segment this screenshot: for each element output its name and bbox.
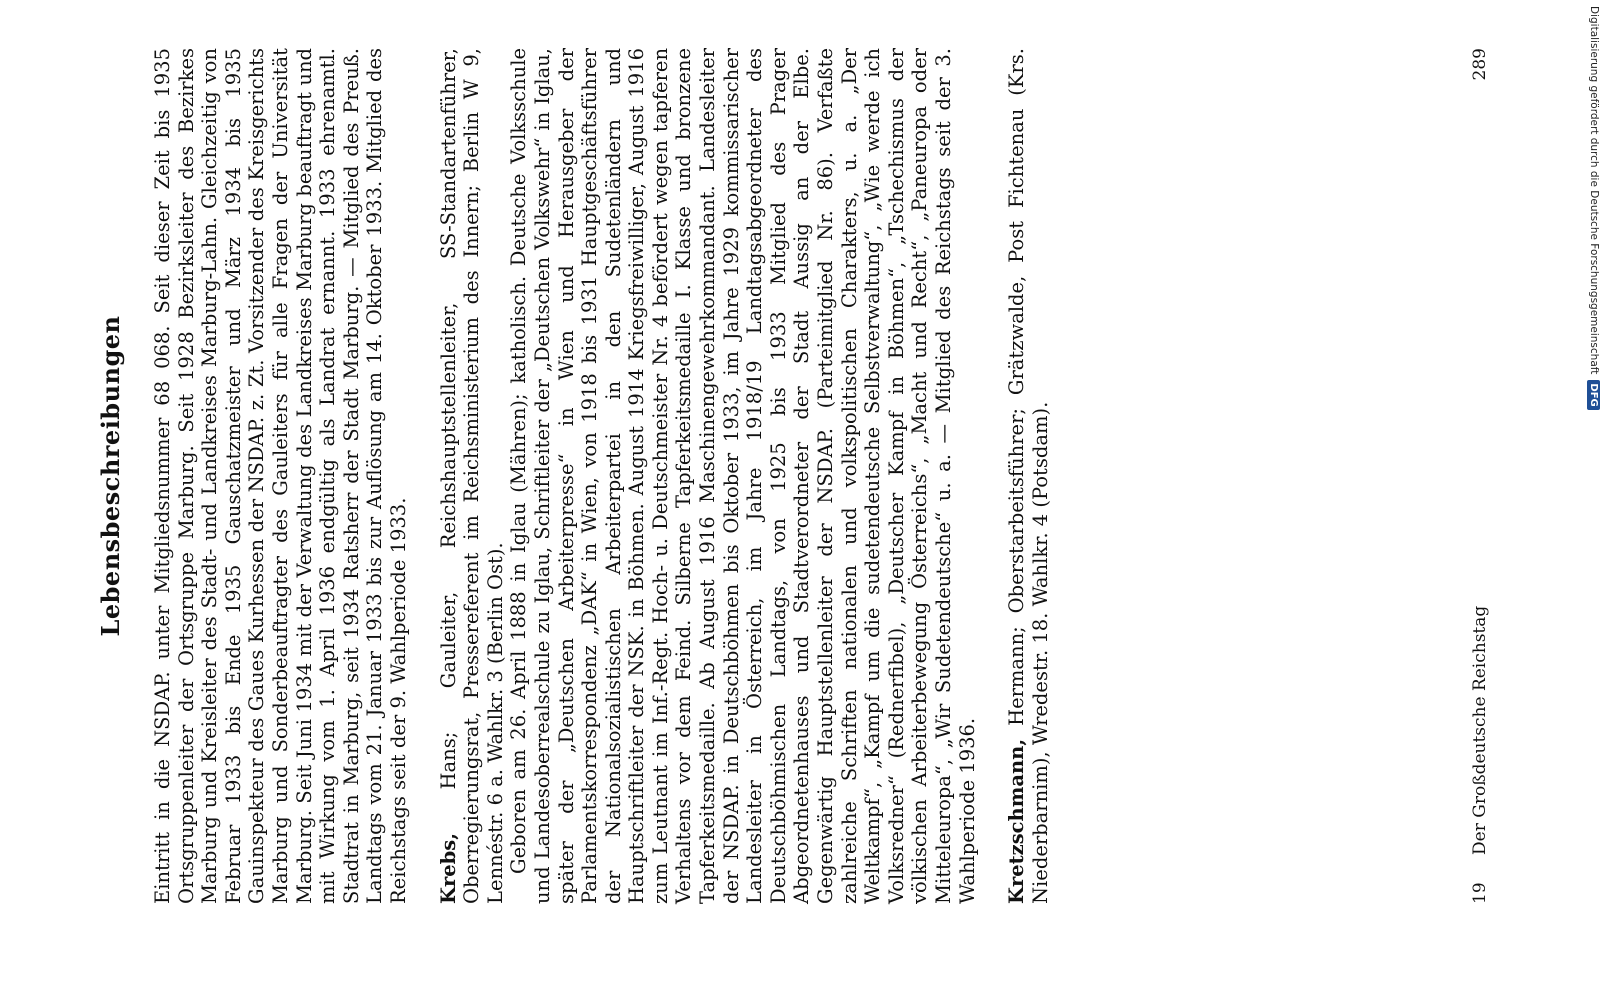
page-footer [1470,48,1490,904]
page-number: 289 [1470,48,1490,81]
signature-number: 19 [1470,882,1490,904]
entry-paragraph: Eintritt in die NSDAP. unter Mitgliedsnummer 68 068. Seit dieser Zeit bis 1935 Ortsgruppenleiter der Ortsgruppe Marburg. Seit 1928 Bezirksleiter des Bezirkes Marburg und Kreisleiter des Stadt- und Landkreises Marburg-Lahn. Gleichzeitig von Februar 1933 bis Ende 1935 Gauschatzmeister und März 1934 bis 1935 Gauinspekteur des Gaues Kurhessen der NSDAP. z. Zt. Vorsitzender des Kreisgerichts Marburg und Sonderbeauftragter des Gauleiters für alle Fragen der Universität Marburg. Seit Juni 1934 mit der Verwaltung des Landkreises Marburg beauftragt und mit Wirkung vom 1. April 1936 endgültig als Landrat ernannt. 1933 ehrenamtl. Stadtrat in Marburg, seit 1934 Ratsherr der Stadt Marburg. — Mitglied des Preuß. Landtags vom 21. Januar 1933 bis zur Auflösung am 14. Oktober 1933. Mitglied des Reichstags seit der 9. Wahlperiode 1933. [151,48,410,904]
footer-signature [1470,606,1490,904]
entry-kretzschmann [1005,48,1052,904]
entry-paragraph: Geboren am 26. April 1888 in Iglau (Mähren); katholisch. Deutsche Volksschule und Landesoberrealschule zu Iglau, Schriftleiter der „Deutschen Volkswehr“ in Iglau, später der „Deutschen Arbeiterpresse“ in Wien und Herausgeber der Parlamentskorrespondenz „DAK“ in Wien, von 1918 bis 1931 Hauptgeschäftsführer der Nationalsozialistischen Arbeiterpartei in den Sudetenländern und Hauptschriftleiter der NSK. in Böhmen. August 1914 Kriegsfreiwilliger, August 1916 zum Leutnant im Inf.-Regt. Hoch- u. Deutschmeister Nr. 4 befördert wegen tapferen Verhaltens vor dem Feind. Silberne Tapferkeitsmedaille I. Klasse und bronzene Tapferkeitsmedaille. Ab August 1916 Maschinengewehrkommandant. Landesleiter der NSDAP. in Deutschböhmen bis Oktober 1933, im Jahre 1929 kommissarischer Landesleiter in Österreich, im Jahre 1918/19 Landtagsabgeordneter des Deutschböhmischen Landtags, von 1925 bis 1933 Mitglied des Prager Abgeordnetenhauses und Stadtverordneter der Stadt Aussig an der Elbe. Gegenwärtig Hauptstellenleiter der NSDAP. (Parteimitglied Nr. 86). Verfaßte zahlreiche Schriften nationalen und volkspolitischen Charakters, u. a. „Der Weltkampf“, „Kampf um die sudetendeutsche Selbstverwaltung“, „Wie werde ich Volksredner“ (Rednerfibel), „Deutscher Kampf in Böhmen“, „Tschechismus der völkischen Arbeiterbewegung Österreichs“, „Macht und Recht“, „Paneuropa oder Mitteleuropa“, „Wir Sudetendeutsche“ u. a. — Mitglied des Reichstags seit der 3. Wahlperiode 1936. [507,48,979,904]
entry-name: Krebs, [436,832,460,904]
entry-continuation [151,48,411,904]
digitization-notice [1583,6,1605,996]
entry-name: Kretzschmann, [1005,738,1029,904]
entry-heading [437,48,508,904]
entry-krebs [437,48,980,904]
entry-intro: Hermann; Oberstarbeitsführer; Grätzwalde, Post Fichtenau (Krs. Niederbarnim), Wredestr. 18. Wahlkr. 4 (Potsdam). [1005,48,1052,904]
entry-heading [1005,48,1052,904]
running-head: Lebensbeschreibungen [96,315,125,637]
signature-title: Der Großdeutsche Reichstag [1470,605,1490,855]
entry-intro: Hans; Gauleiter, Reichshauptstellenleiter, SS-Standartenführer, Oberregierungsrat, Pressereferent im Reichsministerium des Innern; Berlin W 9, Lennéstr. 6 a. Wahlkr. 3 (Berlin Ost). [436,48,507,904]
dfg-logo-icon: DFG [1588,380,1601,409]
digitization-strip [1583,6,1605,996]
digitization-text: Digitalisierung gefördert durch die Deutsche Forschungsgemeinschaft [1588,6,1600,375]
